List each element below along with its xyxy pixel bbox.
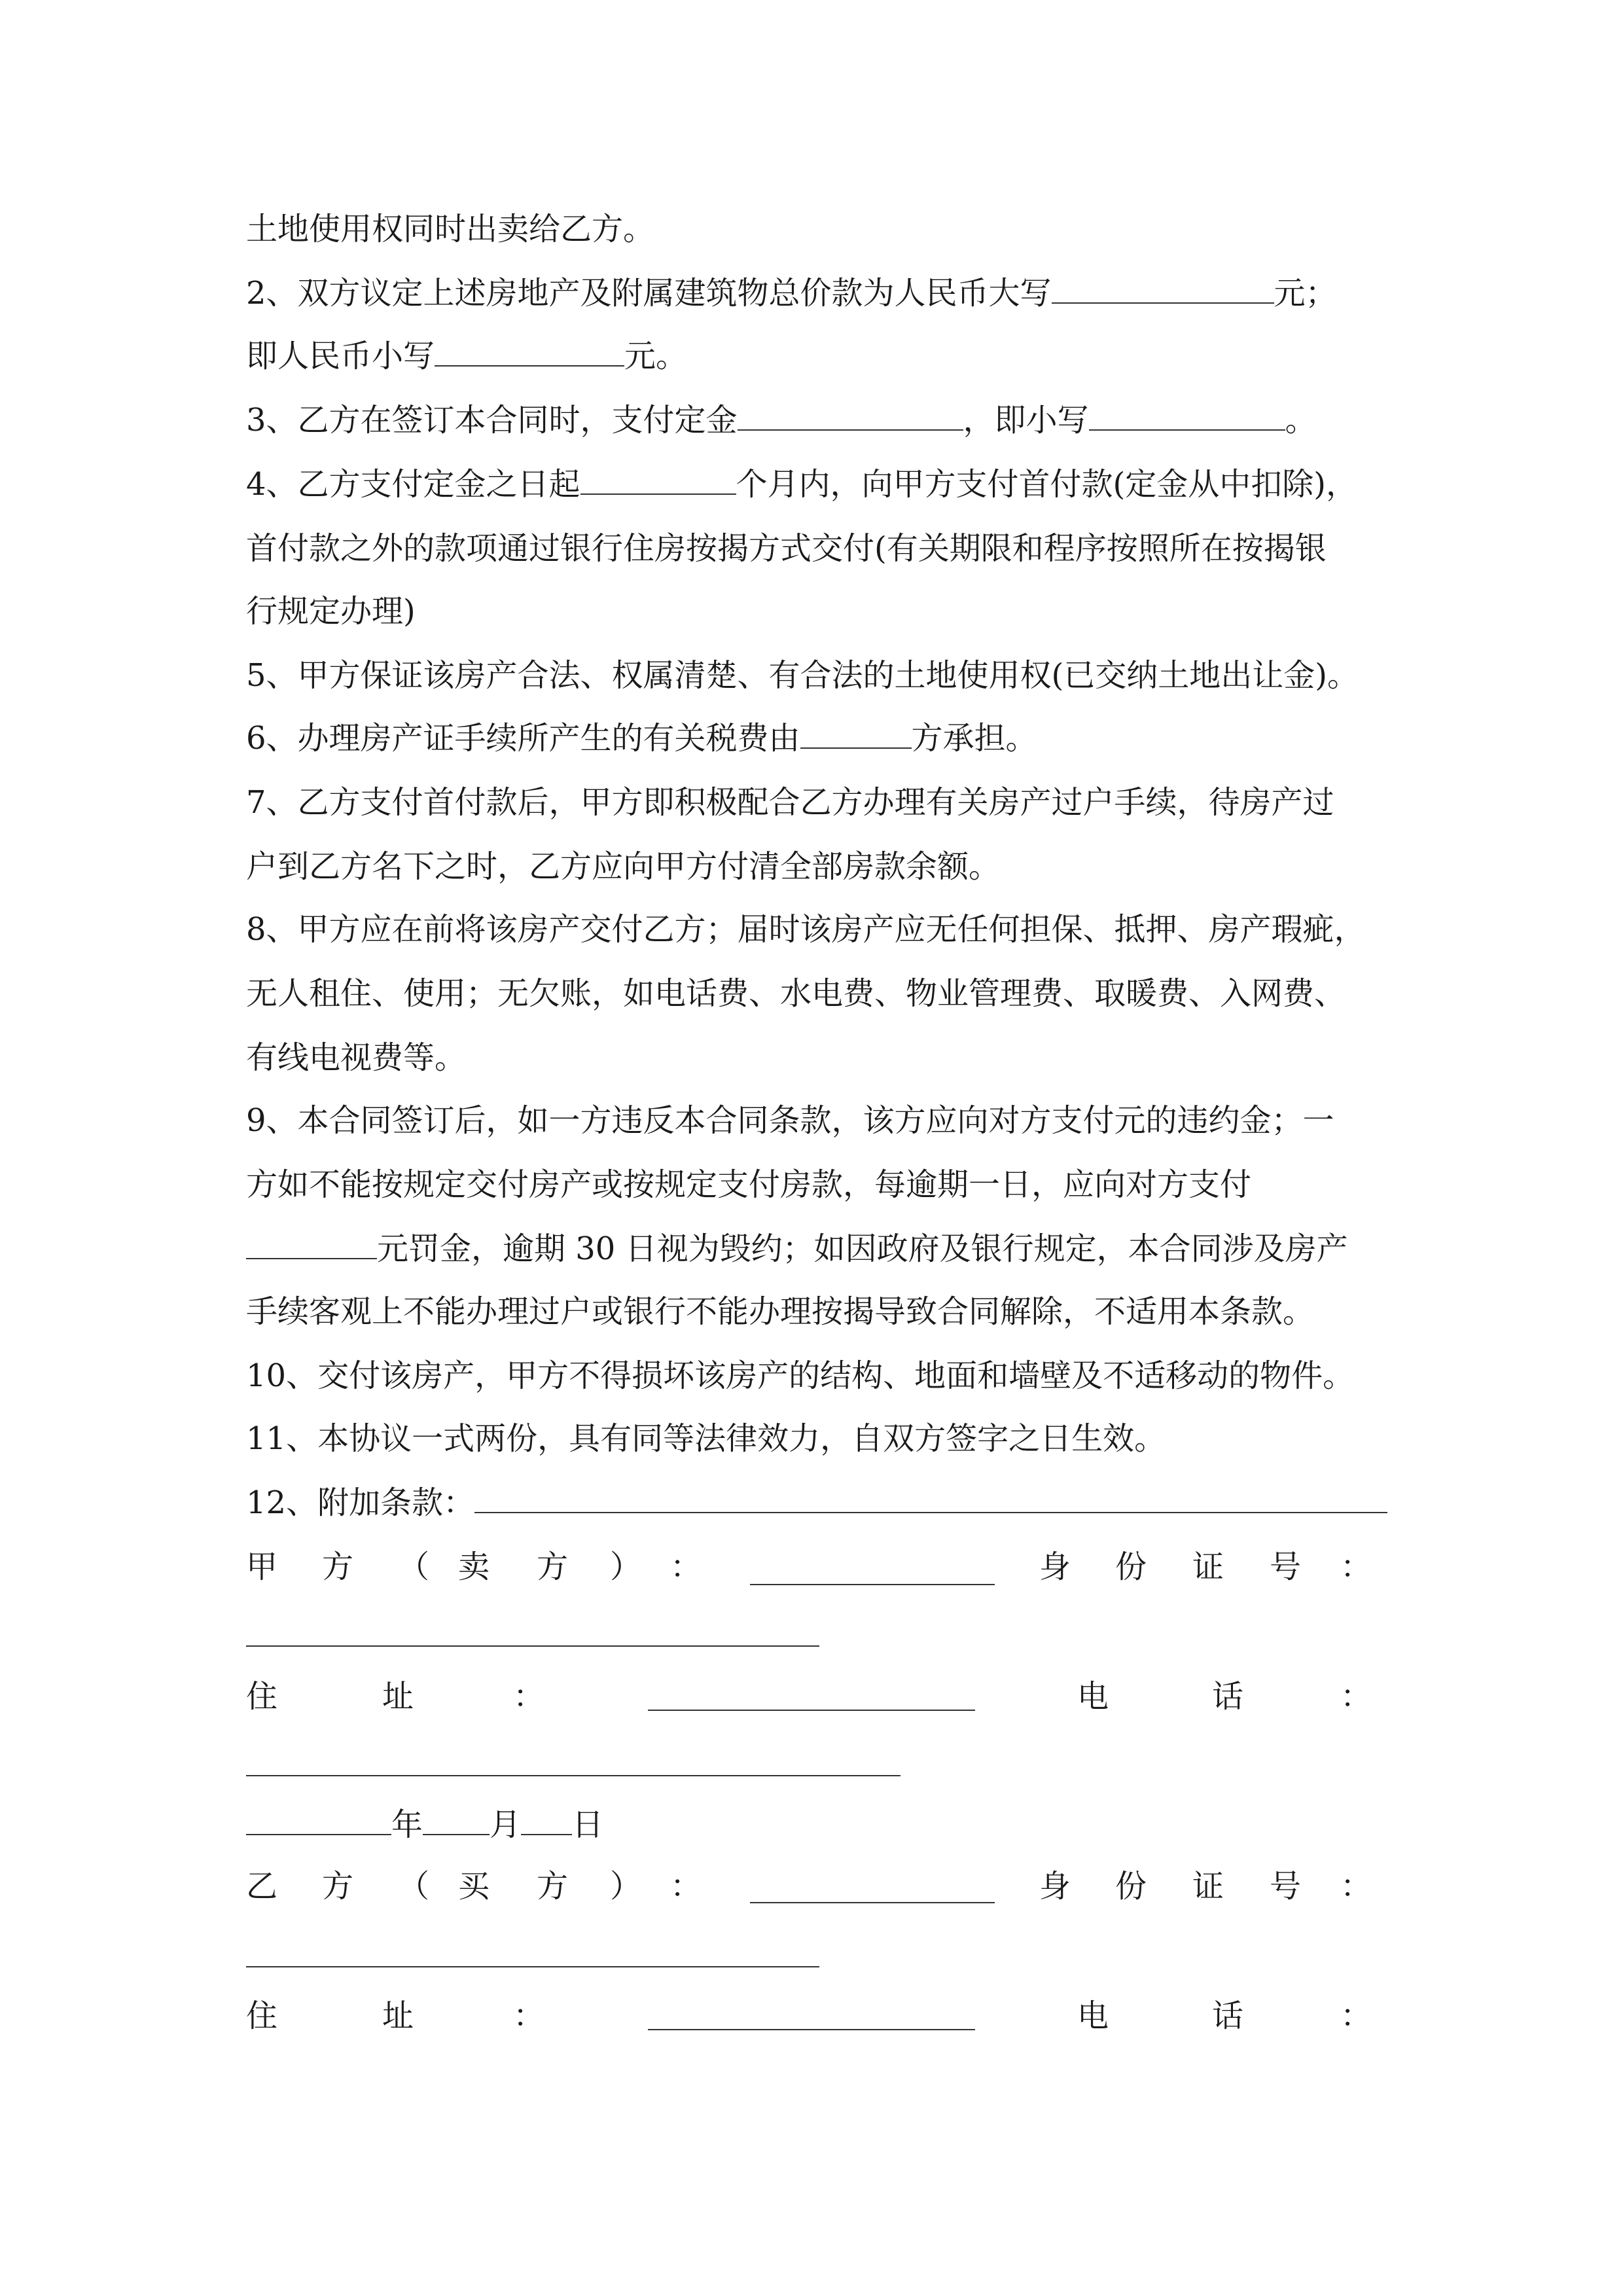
party-b-addr-char: 址: [382, 1998, 414, 2034]
party-b-name-blank[interactable]: [750, 1902, 995, 1903]
party-b-addr-char: ：: [513, 1998, 545, 2034]
clause-2-unit: 元；: [1274, 275, 1337, 312]
party-b-char: 买: [458, 1868, 490, 1905]
party-b-id-char: 证: [1192, 1868, 1224, 1905]
clause-3: [246, 401, 1317, 440]
clause-3-text: 3、乙方在签订本合同时，支付定金: [246, 402, 738, 439]
day-blank[interactable]: [521, 1805, 572, 1835]
clause-4-line-3: 行规定办理): [246, 593, 416, 630]
clause-2: [246, 274, 1337, 313]
party-a-char: ：: [670, 1549, 702, 1585]
clause-1-tail: 土地使用权同时出卖给乙方。: [246, 211, 655, 247]
party-a-row: [246, 1547, 1372, 1587]
party-a-address-blank[interactable]: [648, 1710, 975, 1711]
party-a-id-char: 证: [1192, 1549, 1224, 1585]
day-label: 日: [572, 1806, 604, 1843]
clause-10: 10、交付该房产，甲方不得损坏该房产的结构、地面和墙壁及不适移动的物件。: [246, 1357, 1355, 1394]
party-a-char: 卖: [458, 1549, 490, 1585]
clause-12: [246, 1483, 1387, 1522]
clause-7-line-2: 户到乙方名下之时，乙方应向甲方付清全部房款余额。: [246, 848, 1001, 885]
clause-3-mid: ，即小写: [963, 402, 1089, 439]
clause-2b-unit: 元。: [624, 338, 688, 374]
party-b-addr-char: 住: [246, 1998, 278, 2034]
party-a-addr-char: 址: [382, 1678, 414, 1715]
clause-9-line-2: 方如不能按规定交付房产或按规定支付房款，每逾期一日，应向对方支付: [246, 1166, 1252, 1203]
month-label: 月: [490, 1806, 522, 1843]
party-a-phone-char: 电: [1077, 1678, 1109, 1715]
party-a-char: ）: [610, 1549, 642, 1585]
party-b-id-char: 号: [1270, 1868, 1302, 1905]
party-b-char: ：: [670, 1868, 702, 1905]
clause-12-text: 12、附加条款：: [246, 1484, 475, 1521]
party-a-phone-char: ：: [1340, 1678, 1372, 1715]
party-b-id-char: ：: [1340, 1868, 1372, 1905]
penalty-blank[interactable]: [246, 1229, 377, 1259]
party-b-phone-char: 话: [1212, 1998, 1244, 2034]
party-a-name-blank[interactable]: [750, 1584, 995, 1585]
year-blank[interactable]: [246, 1805, 391, 1835]
clause-4-text: 4、乙方支付定金之日起: [246, 466, 580, 503]
deposit-lowercase-blank[interactable]: [1089, 401, 1285, 431]
party-b-char: ）: [610, 1868, 642, 1905]
month-blank[interactable]: [423, 1805, 490, 1835]
party-b-id-blank[interactable]: [246, 1966, 819, 1967]
party-a-id-char: 份: [1115, 1549, 1147, 1585]
additional-terms-blank[interactable]: [474, 1483, 1387, 1513]
party-a-addr-char: ：: [513, 1678, 545, 1715]
clause-9-line-3-text: 元罚金，逾期 30 日视为毁约；如因政府及银行规定，本合同涉及房产: [377, 1230, 1348, 1267]
party-a-char: 甲: [246, 1549, 278, 1585]
clause-4-rest: 个月内，向甲方支付首付款(定金从中扣除)，: [736, 466, 1358, 503]
party-b-phone-char: 电: [1077, 1998, 1109, 2034]
party-b-phone-char: ：: [1340, 1998, 1372, 2034]
clause-7: 7、乙方支付首付款后，甲方即积极配合乙方办理有关房产过户手续，待房产过: [246, 784, 1334, 821]
clause-2-text: 2、双方议定上述房地产及附属建筑物总价款为人民币大写: [246, 275, 1052, 312]
clause-4-line-2: 首付款之外的款项通过银行住房按揭方式交付(有关期限和程序按照所在按揭银: [246, 530, 1327, 567]
party-a-char: 方: [322, 1549, 354, 1585]
clause-8-line-3: 有线电视费等。: [246, 1039, 467, 1076]
party-a-id-blank[interactable]: [246, 1645, 819, 1647]
tax-party-blank[interactable]: [800, 719, 912, 749]
party-b-char: 方: [322, 1868, 354, 1905]
clause-8: 8、甲方应在前将该房产交付乙方；届时该房产应无任何担保、抵押、房产瑕疵，: [246, 911, 1366, 948]
months-blank[interactable]: [580, 465, 736, 495]
party-a-id-char: ：: [1340, 1549, 1372, 1585]
party-b-address-blank[interactable]: [648, 2029, 975, 2030]
party-a-phone-blank[interactable]: [246, 1775, 901, 1776]
party-b-char: 方: [537, 1868, 569, 1905]
clause-3-end: 。: [1285, 402, 1317, 439]
clause-5: 5、甲方保证该房产合法、权属清楚、有合法的土地使用权(已交纳土地出让金)。: [246, 657, 1359, 694]
party-b-id-char: 身: [1039, 1868, 1071, 1905]
party-a-char: 方: [537, 1549, 569, 1585]
clause-9-line-4: 手续客观上不能办理过户或银行不能办理按揭导致合同解除，不适用本条款。: [246, 1293, 1315, 1330]
clause-9: 9、本合同签订后，如一方违反本合同条款，该方应向对方支付元的违约金；一: [246, 1102, 1334, 1139]
party-b-id-char: 份: [1115, 1868, 1147, 1905]
year-label: 年: [391, 1806, 423, 1843]
party-b-row: [246, 1867, 1372, 1906]
clause-6-end: 方承担。: [911, 720, 1037, 757]
clause-6-text: 6、办理房产证手续所产生的有关税费由: [246, 720, 800, 757]
party-a-id-char: 身: [1039, 1549, 1071, 1585]
party-a-id-char: 号: [1270, 1549, 1302, 1585]
party-a-date: [246, 1805, 603, 1844]
party-b-char: 乙: [246, 1868, 278, 1905]
party-a-phone-char: 话: [1212, 1678, 1244, 1715]
party-a-char: （: [398, 1549, 430, 1585]
clause-11: 11、本协议一式两份，具有同等法律效力，自双方签字之日生效。: [246, 1420, 1166, 1457]
clause-8-line-2: 无人租住、使用；无欠账，如电话费、水电费、物业管理费、取暖费、入网费、: [246, 975, 1346, 1012]
deposit-blank[interactable]: [738, 401, 963, 431]
clause-2-line-2: [246, 336, 687, 376]
clause-4: [246, 465, 1357, 504]
clause-2b-text: 即人民币小写: [246, 338, 435, 374]
clause-6: [246, 719, 1037, 758]
clause-9-line-3: [246, 1229, 1348, 1268]
total-price-lowercase-blank[interactable]: [435, 336, 624, 367]
total-price-uppercase-blank[interactable]: [1052, 274, 1274, 304]
party-b-char: （: [398, 1868, 430, 1905]
party-a-addr-char: 住: [246, 1678, 278, 1715]
